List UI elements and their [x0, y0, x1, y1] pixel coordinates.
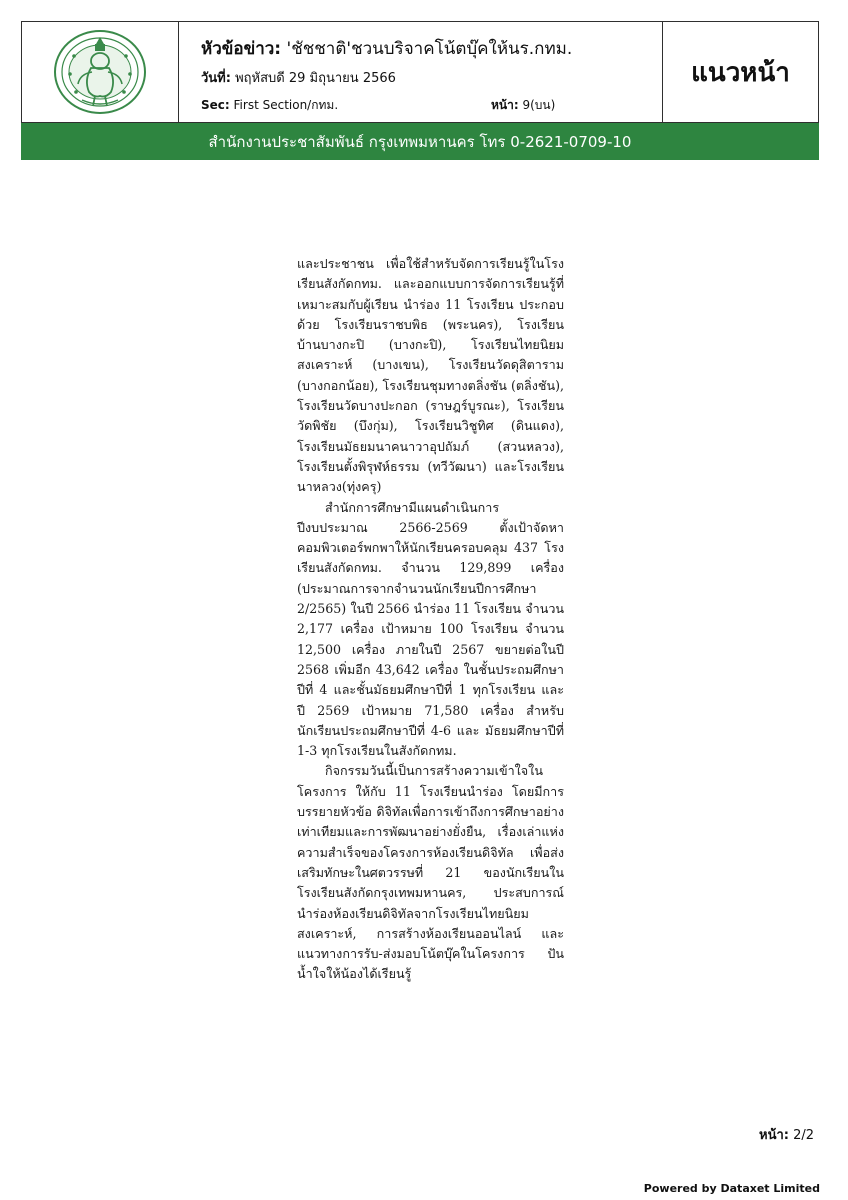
- powered-by-credit: Powered by Dataxet Limited: [643, 1182, 820, 1195]
- date-label: วันที่:: [201, 71, 231, 86]
- clipping-header: [21, 21, 819, 123]
- newspaper-cell: [662, 22, 818, 122]
- section-row: [201, 96, 338, 115]
- source-page-value: 9(บน): [522, 98, 556, 112]
- source-page-row: [491, 96, 555, 115]
- article-paragraph-3: กิจกรรมวันนี้เป็นการสร้างความเข้าใจในโครงการ ให้กับ 11 โรงเรียนนำร่อง โดยมีการบรรยายหัวข้อ ดิจิทัลเพื่อการเข้าถึงการศึกษาอย่างเท่าเทียมและการพัฒนาอย่างยั่งยืน, เรื่องเล่าแห่งความสำเร็จของโครงการห้องเรียนดิจิทัล เพื่อส่งเสริมทักษะในศตวรรษที่ 21 ของนักเรียนในโรงเรียนสังกัดกรุงเทพมหานคร, ประสบการณ์นำร่องห้องเรียนดิจิทัลจากโรงเรียนไทยนิยมสงเคราะห์, การสร้างห้องเรียนออนไลน์ และแนวทางการรับ-ส่งมอบโน้ตบุ๊คในโครงการ ปันน้ำใจให้น้องได้เรียนรู้: [297, 763, 564, 982]
- logo-cell: [22, 22, 179, 122]
- source-page-label: หน้า:: [491, 98, 519, 112]
- bangkok-seal-icon: [52, 28, 148, 116]
- page-counter-value: 2/2: [793, 1128, 815, 1143]
- page-counter-label: หน้า:: [759, 1128, 789, 1143]
- section-value: First Section/กทม.: [233, 98, 339, 112]
- page-counter: [759, 1124, 814, 1145]
- date-row: [201, 67, 396, 88]
- headline-label: หัวข้อข่าว:: [201, 39, 282, 59]
- article-paragraph-2: สำนักการศึกษามีแผนดำเนินการ ปีงบประมาณ 2566-2569 ตั้งเป้าจัดหาคอมพิวเตอร์พกพาให้นักเรียนครอบคลุม 437 โรงเรียนสังกัดกทม. จำนวน 129,899 เครื่อง (ประมาณการจากจำนวนนักเรียนปีการศึกษา 2/2565) ในปี 2566 นำร่อง 11 โรงเรียน จำนวน 2,177 เครื่อง เป้าหมาย 100 โรงเรียน จำนวน 12,500 เครื่อง ภายในปี 2567 ขยายต่อในปี 2568 เพิ่มอีก 43,642 เครื่อง ในชั้นประถมศึกษาปีที่ 4 และชั้นมัธยมศึกษาปีที่ 1 ทุกโรงเรียน และ ปี 2569 เป้าหมาย 71,580 เครื่อง สำหรับนักเรียนประถมศึกษาปีที่ 4-6 และ มัธยมศึกษาปีที่ 1-3 ทุกโรงเรียนในสังกัดกทม.: [297, 499, 564, 759]
- headline-row: [201, 35, 572, 62]
- news-info: [179, 22, 662, 122]
- date-value: พฤหัสบดี 29 มิถุนายน 2566: [235, 71, 396, 86]
- headline-text: 'ชัชชาติ'ชวนบริจาคโน้ตบุ๊คให้นร.กทม.: [286, 39, 573, 59]
- article-paragraph-1: และประชาชน เพื่อใช้สำหรับจัดการเรียนรู้ในโรงเรียนสังกัดกทม. และออกแบบการจัดการเรียนรู้ที่เหมาะสมกับผู้เรียน นำร่อง 11 โรงเรียน ประกอบด้วย โรงเรียนราชบพิธ (พระนคร), โรงเรียนบ้านบางกะปิ (บางกะปิ), โรงเรียนไทยนิยมสงเคราะห์ (บางเขน), โรงเรียนวัดดุสิตาราม (บางกอกน้อย), โรงเรียนชุมทางตลิ่งชัน (ตลิ่งชัน), โรงเรียนวัดบางปะกอก (ราษฎร์บูรณะ), โรงเรียนวัดพิชัย (บึงกุ่ม), โรงเรียนวิชูทิศ (ดินแดง), โรงเรียนมัธยมนาคนาวาอุปถัมภ์ (สวนหลวง), โรงเรียนตั้งพิรุฬห์ธรรม (ทวีวัฒนา) และโรงเรียนนาหลวง(ทุ่งครุ): [297, 256, 564, 495]
- newspaper-name: แนวหน้า: [691, 57, 790, 88]
- agency-band: สำนักงานประชาสัมพันธ์ กรุงเทพมหานคร โทร 0-2621-0709-10: [21, 123, 819, 160]
- article-body: [297, 254, 564, 985]
- section-label: Sec:: [201, 98, 230, 112]
